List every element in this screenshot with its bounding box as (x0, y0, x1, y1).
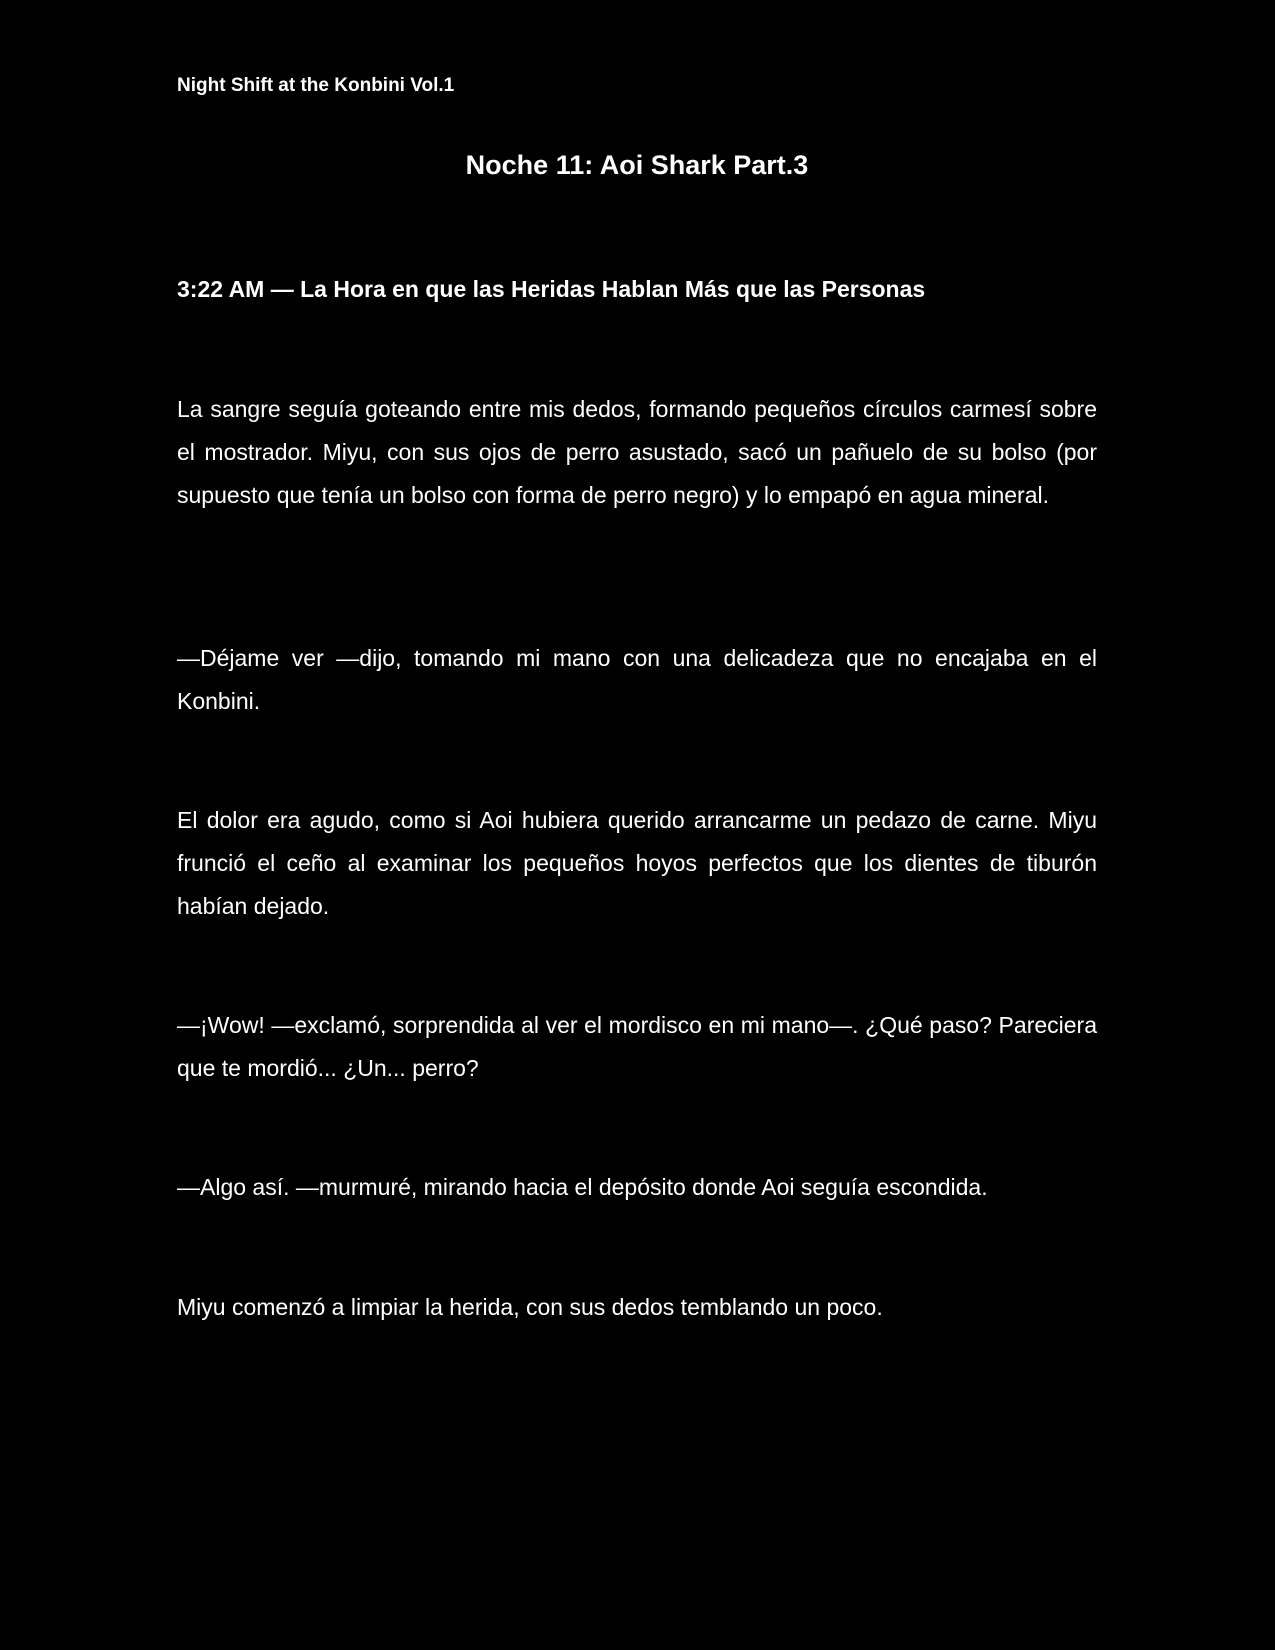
section-heading: 3:22 AM — La Hora en que las Heridas Hablan Más que las Personas (177, 276, 926, 302)
chapter-title: Noche 11: Aoi Shark Part.3 (465, 150, 809, 180)
paragraph: —Déjame ver —dijo, tomando mi mano con una delicadeza que no encajaba en el Konbini. (177, 645, 1097, 714)
paragraph: Miyu comenzó a limpiar la herida, con sus dedos temblando un poco. (177, 1294, 883, 1320)
document-page (177, 0, 1097, 1650)
running-header: Night Shift at the Konbini Vol.1 (177, 75, 455, 96)
paragraph: La sangre seguía goteando entre mis dedos, formando pequeños círculos carmesí sobre el mostrador. Miyu, con sus ojos de perro asustado, sacó un pañuelo de su bolso (por supuesto que tenía un bolso con forma de perro negro) y lo empapó en agua mineral. (177, 396, 1097, 508)
paragraph: El dolor era agudo, como si Aoi hubiera querido arrancarme un pedazo de carne. Miyu frunció el ceño al examinar los pequeños hoyos perfectos que los dientes de tiburón habían dejado. (177, 807, 1097, 919)
paragraph: —Algo así. —murmuré, mirando hacia el depósito donde Aoi seguía escondida. (177, 1174, 988, 1200)
paragraph: —¡Wow! —exclamó, sorprendida al ver el mordisco en mi mano—. ¿Qué paso? Pareciera que te mordió... ¿Un... perro? (177, 1012, 1097, 1081)
